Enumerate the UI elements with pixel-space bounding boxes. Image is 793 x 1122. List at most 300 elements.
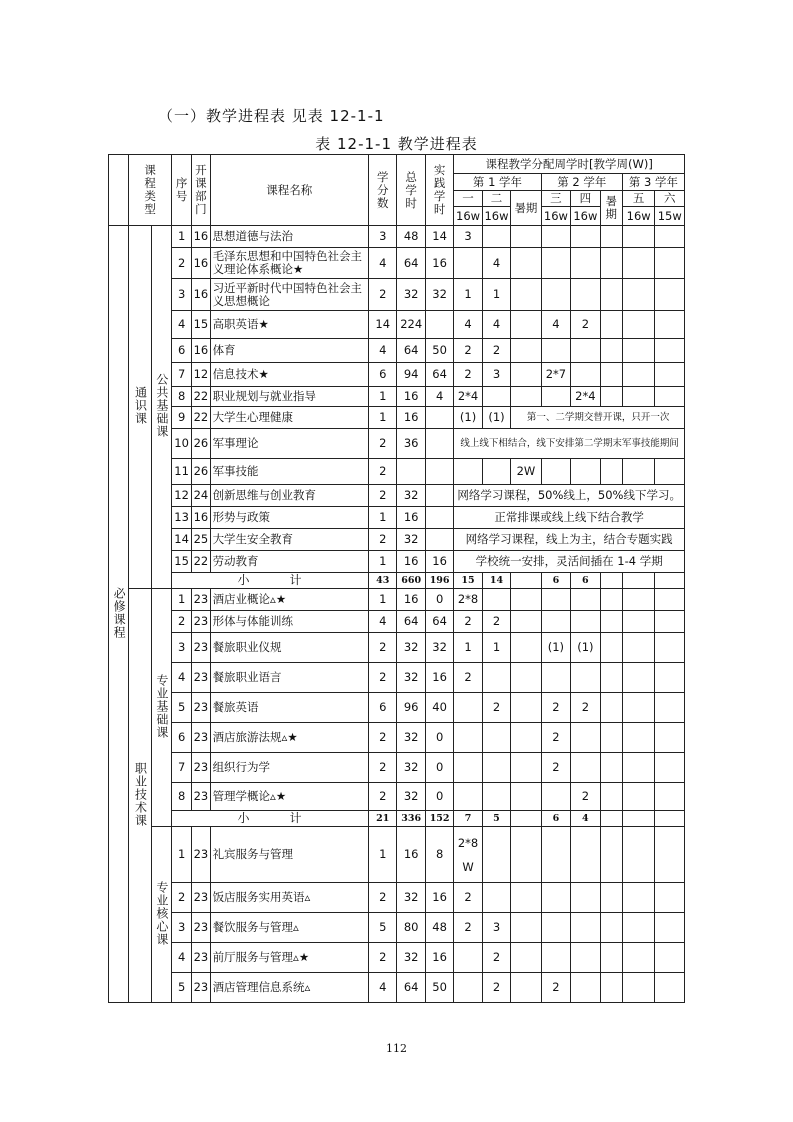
dept-cell: 16 xyxy=(192,279,210,311)
course-name-cell: 酒店业概论▵★ xyxy=(210,589,368,611)
sem1-cell: 2*8 xyxy=(454,589,482,611)
sem2-cell: 2 xyxy=(482,693,510,723)
total-hours-cell: 32 xyxy=(397,529,425,551)
practice-hours-cell xyxy=(425,407,453,429)
header-weeks5: 16w xyxy=(622,207,655,226)
sem1-cell: 1 xyxy=(454,633,482,663)
header-year2: 第 2 学年 xyxy=(541,174,622,191)
group-vocational: 职业技术课 xyxy=(129,589,151,1003)
sem5-cell xyxy=(622,663,655,693)
total-hours-cell: 16 xyxy=(397,407,425,429)
sem5-cell xyxy=(622,753,655,783)
course-name-cell: 大学生心理健康 xyxy=(210,407,368,429)
total-hours-cell xyxy=(397,459,425,485)
sem2-cell: 1 xyxy=(482,279,510,311)
summer2-cell xyxy=(600,753,622,783)
practice-hours-cell: 4 xyxy=(425,387,453,407)
seq-cell: 8 xyxy=(171,783,191,811)
practice-hours-cell: 0 xyxy=(425,589,453,611)
summer2-cell xyxy=(600,311,622,339)
seq-cell: 7 xyxy=(171,363,191,387)
sem5-cell xyxy=(622,913,655,943)
sem3-cell xyxy=(541,226,570,248)
sem4-cell xyxy=(571,827,600,883)
total-hours-cell: 224 xyxy=(397,311,425,339)
subtotal-practice-hours: 152 xyxy=(425,811,453,827)
summer2-cell xyxy=(600,883,622,913)
sem2-cell xyxy=(482,753,510,783)
subtotal-sem4: 4 xyxy=(571,811,600,827)
summer2-cell xyxy=(600,226,622,248)
header-practice-hours: 实践学时 xyxy=(425,155,453,226)
sem6-cell xyxy=(655,589,685,611)
sem6-cell xyxy=(655,973,685,1003)
summer2-cell xyxy=(600,459,622,485)
practice-hours-cell: 14 xyxy=(425,226,453,248)
summer2-cell xyxy=(600,943,622,973)
total-hours-cell: 32 xyxy=(397,633,425,663)
sem4-cell xyxy=(571,753,600,783)
sem4-cell: 2 xyxy=(571,311,600,339)
sem1-cell xyxy=(454,693,482,723)
dept-cell: 23 xyxy=(192,663,210,693)
sem5-cell xyxy=(622,973,655,1003)
credits-cell: 2 xyxy=(369,783,397,811)
subtotal-credits: 43 xyxy=(369,573,397,589)
total-hours-cell: 96 xyxy=(397,693,425,723)
schedule-note: 正常排课或线上线下结合教学 xyxy=(454,507,685,529)
dept-cell: 23 xyxy=(192,723,210,753)
sem6-cell xyxy=(655,459,685,485)
subtotal-summer2 xyxy=(600,811,622,827)
sem4-cell xyxy=(571,589,600,611)
sem5-cell xyxy=(622,589,655,611)
sem3-cell: 2 xyxy=(541,753,570,783)
credits-cell: 2 xyxy=(369,279,397,311)
group-pro-core: 专业核心课 xyxy=(151,827,171,1003)
credits-cell: 2 xyxy=(369,529,397,551)
sem3-cell xyxy=(541,611,570,633)
sem5-cell xyxy=(622,279,655,311)
sem1-cell: 3 xyxy=(454,226,482,248)
sem6-cell xyxy=(655,663,685,693)
seq-cell: 15 xyxy=(171,551,191,573)
sem3-cell: (1) xyxy=(541,633,570,663)
sem5-cell xyxy=(622,943,655,973)
practice-hours-cell: 16 xyxy=(425,883,453,913)
course-name-cell: 酒店旅游法规▵★ xyxy=(210,723,368,753)
schedule-note: 网络学习课程，50%线上，50%线下学习。 xyxy=(454,485,685,507)
header-course-name: 课程名称 xyxy=(210,155,368,226)
sem1-cell: 2 xyxy=(454,913,482,943)
sem5-cell xyxy=(622,339,655,363)
header-course-type: 课程类型 xyxy=(129,155,172,226)
total-hours-cell: 32 xyxy=(397,663,425,693)
seq-cell: 4 xyxy=(171,943,191,973)
header-summer1: 暑期 xyxy=(511,191,541,226)
summer1-cell xyxy=(511,783,541,811)
summer2-cell xyxy=(600,663,622,693)
sem1-cell: 2*8 W xyxy=(454,827,482,883)
sem1-cell: 2*4 xyxy=(454,387,482,407)
seq-cell: 1 xyxy=(171,589,191,611)
summer1-cell xyxy=(511,633,541,663)
subtotal-sem5 xyxy=(622,573,655,589)
sem1-cell xyxy=(454,783,482,811)
credits-cell: 4 xyxy=(369,339,397,363)
subtotal-sem5 xyxy=(622,811,655,827)
sem1-cell: 2 xyxy=(454,363,482,387)
sem6-cell xyxy=(655,311,685,339)
credits-cell: 6 xyxy=(369,363,397,387)
seq-cell: 5 xyxy=(171,693,191,723)
summer2-cell xyxy=(600,633,622,663)
header-sem6: 六 xyxy=(655,191,685,207)
course-name-cell: 大学生安全教育 xyxy=(210,529,368,551)
seq-cell: 5 xyxy=(171,973,191,1003)
group-pro-basic: 专业基础课 xyxy=(151,589,171,827)
credits-cell: 4 xyxy=(369,248,397,279)
subtotal-summer1 xyxy=(511,811,541,827)
practice-hours-cell: 50 xyxy=(425,339,453,363)
sem2-cell: 2 xyxy=(482,973,510,1003)
schedule-note: 网络学习课程，线上为主，结合专题实践 xyxy=(454,529,685,551)
dept-cell: 26 xyxy=(192,459,210,485)
sem3-cell: 2 xyxy=(541,693,570,723)
sem3-cell: 2*7 xyxy=(541,363,570,387)
header-weeks3: 16w xyxy=(541,207,570,226)
schedule-note: 第一、二学期交替开课，只开一次 xyxy=(511,407,685,429)
summer2-cell xyxy=(600,387,622,407)
course-name-cell: 管理学概论▵★ xyxy=(210,783,368,811)
course-name-cell: 餐旅职业仪规 xyxy=(210,633,368,663)
summer1-cell xyxy=(511,693,541,723)
sem4-cell xyxy=(571,363,600,387)
seq-cell: 1 xyxy=(171,827,191,883)
sem6-cell xyxy=(655,723,685,753)
total-hours-cell: 80 xyxy=(397,913,425,943)
practice-hours-cell: 40 xyxy=(425,693,453,723)
total-hours-cell: 64 xyxy=(397,611,425,633)
dept-cell: 23 xyxy=(192,943,210,973)
sem6-cell xyxy=(655,943,685,973)
header-year3: 第 3 学年 xyxy=(622,174,684,191)
course-name-cell: 毛泽东思想和中国特色社会主义理论体系概论★ xyxy=(210,248,368,279)
header-weeks1: 16w xyxy=(454,207,482,226)
sem2-cell xyxy=(482,783,510,811)
sem2-cell xyxy=(482,883,510,913)
seq-cell: 2 xyxy=(171,248,191,279)
total-hours-cell: 16 xyxy=(397,387,425,407)
dept-cell: 23 xyxy=(192,913,210,943)
course-name-cell: 餐旅职业语言 xyxy=(210,663,368,693)
sem4-cell xyxy=(571,226,600,248)
dept-cell: 22 xyxy=(192,551,210,573)
subtotal-sem3: 6 xyxy=(541,573,570,589)
dept-cell: 15 xyxy=(192,311,210,339)
header-distribution: 课程教学分配周学时[教学周(W)] xyxy=(454,155,685,174)
sem1-cell xyxy=(454,723,482,753)
subtotal-sem1: 7 xyxy=(454,811,482,827)
seq-cell: 6 xyxy=(171,339,191,363)
sem1-cell xyxy=(454,248,482,279)
summer2-cell xyxy=(600,248,622,279)
course-name-cell: 酒店管理信息系统▵ xyxy=(210,973,368,1003)
header-seq: 序号 xyxy=(171,155,191,226)
summer1-cell xyxy=(511,723,541,753)
sem2-cell xyxy=(482,663,510,693)
sem3-cell xyxy=(541,589,570,611)
credits-cell: 5 xyxy=(369,913,397,943)
credits-cell: 2 xyxy=(369,459,397,485)
course-name-cell: 高职英语★ xyxy=(210,311,368,339)
sem5-cell xyxy=(622,783,655,811)
header-credits: 学分数 xyxy=(369,155,397,226)
sem5-cell xyxy=(622,363,655,387)
subtotal-sem3: 6 xyxy=(541,811,570,827)
practice-hours-cell: 50 xyxy=(425,973,453,1003)
page-number: 112 xyxy=(386,1042,407,1055)
summer2-cell xyxy=(600,913,622,943)
sem2-cell xyxy=(482,226,510,248)
credits-cell: 6 xyxy=(369,693,397,723)
seq-cell: 11 xyxy=(171,459,191,485)
sem4-cell xyxy=(571,973,600,1003)
practice-hours-cell: 16 xyxy=(425,943,453,973)
group-required: 必修课程 xyxy=(109,226,129,1003)
sem1-cell xyxy=(454,973,482,1003)
sem4-cell: 2*4 xyxy=(571,387,600,407)
sem5-cell xyxy=(622,827,655,883)
group-general: 通识课 xyxy=(129,226,151,589)
sem3-cell xyxy=(541,459,570,485)
course-name-cell: 形体与体能训练 xyxy=(210,611,368,633)
total-hours-cell: 16 xyxy=(397,551,425,573)
credits-cell: 4 xyxy=(369,611,397,633)
subtotal-sem6 xyxy=(655,573,685,589)
sem2-cell: (1) xyxy=(482,407,510,429)
credits-cell: 3 xyxy=(369,226,397,248)
sem4-cell xyxy=(571,339,600,363)
summer1-cell xyxy=(511,753,541,783)
sem3-cell: 4 xyxy=(541,311,570,339)
dept-cell: 23 xyxy=(192,633,210,663)
sem3-cell xyxy=(541,248,570,279)
seq-cell: 3 xyxy=(171,633,191,663)
sem1-cell xyxy=(454,753,482,783)
practice-hours-cell: 0 xyxy=(425,753,453,783)
course-name-cell: 创新思维与创业教育 xyxy=(210,485,368,507)
credits-cell: 2 xyxy=(369,663,397,693)
total-hours-cell: 32 xyxy=(397,753,425,783)
subtotal-sem2: 5 xyxy=(482,811,510,827)
sem4-cell xyxy=(571,459,600,485)
sem5-cell xyxy=(622,459,655,485)
sem3-cell xyxy=(541,339,570,363)
sem5-cell xyxy=(622,311,655,339)
seq-cell: 6 xyxy=(171,723,191,753)
sem3-cell: 2 xyxy=(541,723,570,753)
summer2-cell xyxy=(600,827,622,883)
subtotal-summer1 xyxy=(511,573,541,589)
sem5-cell xyxy=(622,387,655,407)
credits-cell: 2 xyxy=(369,429,397,459)
dept-cell: 23 xyxy=(192,753,210,783)
credits-cell: 2 xyxy=(369,883,397,913)
subtotal-label: 小 计 xyxy=(171,573,368,589)
credits-cell: 1 xyxy=(369,827,397,883)
header-sem2: 二 xyxy=(482,191,510,207)
sem5-cell xyxy=(622,883,655,913)
practice-hours-cell: 32 xyxy=(425,633,453,663)
summer1-cell xyxy=(511,339,541,363)
seq-cell: 2 xyxy=(171,883,191,913)
seq-cell: 14 xyxy=(171,529,191,551)
sem6-cell xyxy=(655,279,685,311)
header-sem1: 一 xyxy=(454,191,482,207)
subtotal-sem2: 14 xyxy=(482,573,510,589)
sem4-cell xyxy=(571,943,600,973)
dept-cell: 26 xyxy=(192,429,210,459)
practice-hours-cell: 16 xyxy=(425,248,453,279)
summer1-cell xyxy=(511,248,541,279)
course-name-cell: 礼宾服务与管理 xyxy=(210,827,368,883)
sem5-cell xyxy=(622,723,655,753)
credits-cell: 1 xyxy=(369,589,397,611)
total-hours-cell: 32 xyxy=(397,883,425,913)
dept-cell: 22 xyxy=(192,407,210,429)
course-name-cell: 军事技能 xyxy=(210,459,368,485)
credits-cell: 2 xyxy=(369,633,397,663)
sem2-cell: 2 xyxy=(482,943,510,973)
sem3-cell xyxy=(541,663,570,693)
sem2-cell: 3 xyxy=(482,363,510,387)
sem2-cell: 3 xyxy=(482,913,510,943)
seq-cell: 9 xyxy=(171,407,191,429)
sem6-cell xyxy=(655,339,685,363)
sem5-cell xyxy=(622,226,655,248)
sem3-cell xyxy=(541,943,570,973)
sem4-cell xyxy=(571,248,600,279)
seq-cell: 3 xyxy=(171,913,191,943)
sem4-cell xyxy=(571,913,600,943)
summer1-cell xyxy=(511,611,541,633)
sem1-cell: (1) xyxy=(454,407,482,429)
summer1-cell xyxy=(511,973,541,1003)
credits-cell: 1 xyxy=(369,507,397,529)
credits-cell: 1 xyxy=(369,551,397,573)
sem2-cell: 2 xyxy=(482,339,510,363)
subtotal-total-hours: 660 xyxy=(397,573,425,589)
course-name-cell: 思想道德与法治 xyxy=(210,226,368,248)
sem6-cell xyxy=(655,248,685,279)
practice-hours-cell: 0 xyxy=(425,783,453,811)
summer2-cell xyxy=(600,693,622,723)
credits-cell: 1 xyxy=(369,407,397,429)
sem3-cell xyxy=(541,827,570,883)
sem2-cell: 4 xyxy=(482,248,510,279)
summer1-cell xyxy=(511,279,541,311)
practice-hours-cell: 64 xyxy=(425,363,453,387)
course-name-cell: 饭店服务实用英语▵ xyxy=(210,883,368,913)
seq-cell: 10 xyxy=(171,429,191,459)
sem6-cell xyxy=(655,753,685,783)
practice-hours-cell: 48 xyxy=(425,913,453,943)
summer1-cell xyxy=(511,363,541,387)
group-public-basic: 公共基础课 xyxy=(151,226,171,589)
sem6-cell xyxy=(655,363,685,387)
header-sem3: 三 xyxy=(541,191,570,207)
course-name-cell: 职业规划与就业指导 xyxy=(210,387,368,407)
summer2-cell xyxy=(600,611,622,633)
subtotal-sem4: 6 xyxy=(571,573,600,589)
summer2-cell xyxy=(600,363,622,387)
credits-cell: 2 xyxy=(369,723,397,753)
dept-cell: 23 xyxy=(192,973,210,1003)
practice-hours-cell xyxy=(425,507,453,529)
total-hours-cell: 64 xyxy=(397,339,425,363)
credits-cell: 1 xyxy=(369,387,397,407)
practice-hours-cell xyxy=(425,429,453,459)
total-hours-cell: 32 xyxy=(397,279,425,311)
dept-cell: 23 xyxy=(192,827,210,883)
seq-cell: 2 xyxy=(171,611,191,633)
summer1-cell xyxy=(511,589,541,611)
subtotal-practice-hours: 196 xyxy=(425,573,453,589)
sem5-cell xyxy=(622,693,655,723)
practice-hours-cell xyxy=(425,529,453,551)
summer2-cell xyxy=(600,279,622,311)
summer1-cell xyxy=(511,913,541,943)
sem1-cell: 4 xyxy=(454,311,482,339)
summer1-cell: 2W xyxy=(511,459,541,485)
dept-cell: 24 xyxy=(192,485,210,507)
sem2-cell xyxy=(482,827,510,883)
credits-cell: 2 xyxy=(369,753,397,783)
course-name-cell: 体育 xyxy=(210,339,368,363)
practice-hours-cell: 64 xyxy=(425,611,453,633)
dept-cell: 23 xyxy=(192,589,210,611)
summer1-cell xyxy=(511,311,541,339)
section-heading: （一）教学进程表 见表 12-1-1 xyxy=(158,107,385,125)
seq-cell: 7 xyxy=(171,753,191,783)
subtotal-total-hours: 336 xyxy=(397,811,425,827)
course-name-cell: 劳动教育 xyxy=(210,551,368,573)
practice-hours-cell: 8 xyxy=(425,827,453,883)
sem2-cell xyxy=(482,387,510,407)
header-sem5: 五 xyxy=(622,191,655,207)
total-hours-cell: 32 xyxy=(397,783,425,811)
header-weeks2: 16w xyxy=(482,207,510,226)
summer1-cell xyxy=(511,827,541,883)
seq-cell: 3 xyxy=(171,279,191,311)
summer2-cell xyxy=(600,589,622,611)
total-hours-cell: 32 xyxy=(397,485,425,507)
summer2-cell xyxy=(600,723,622,753)
practice-hours-cell xyxy=(425,485,453,507)
summer2-cell xyxy=(600,783,622,811)
total-hours-cell: 64 xyxy=(397,973,425,1003)
sem2-cell: 4 xyxy=(482,311,510,339)
subtotal-credits: 21 xyxy=(369,811,397,827)
course-name-cell: 军事理论 xyxy=(210,429,368,459)
total-hours-cell: 16 xyxy=(397,507,425,529)
sem2-cell: 2 xyxy=(482,611,510,633)
seq-cell: 8 xyxy=(171,387,191,407)
total-hours-cell: 16 xyxy=(397,589,425,611)
dept-cell: 22 xyxy=(192,387,210,407)
sem1-cell xyxy=(454,943,482,973)
